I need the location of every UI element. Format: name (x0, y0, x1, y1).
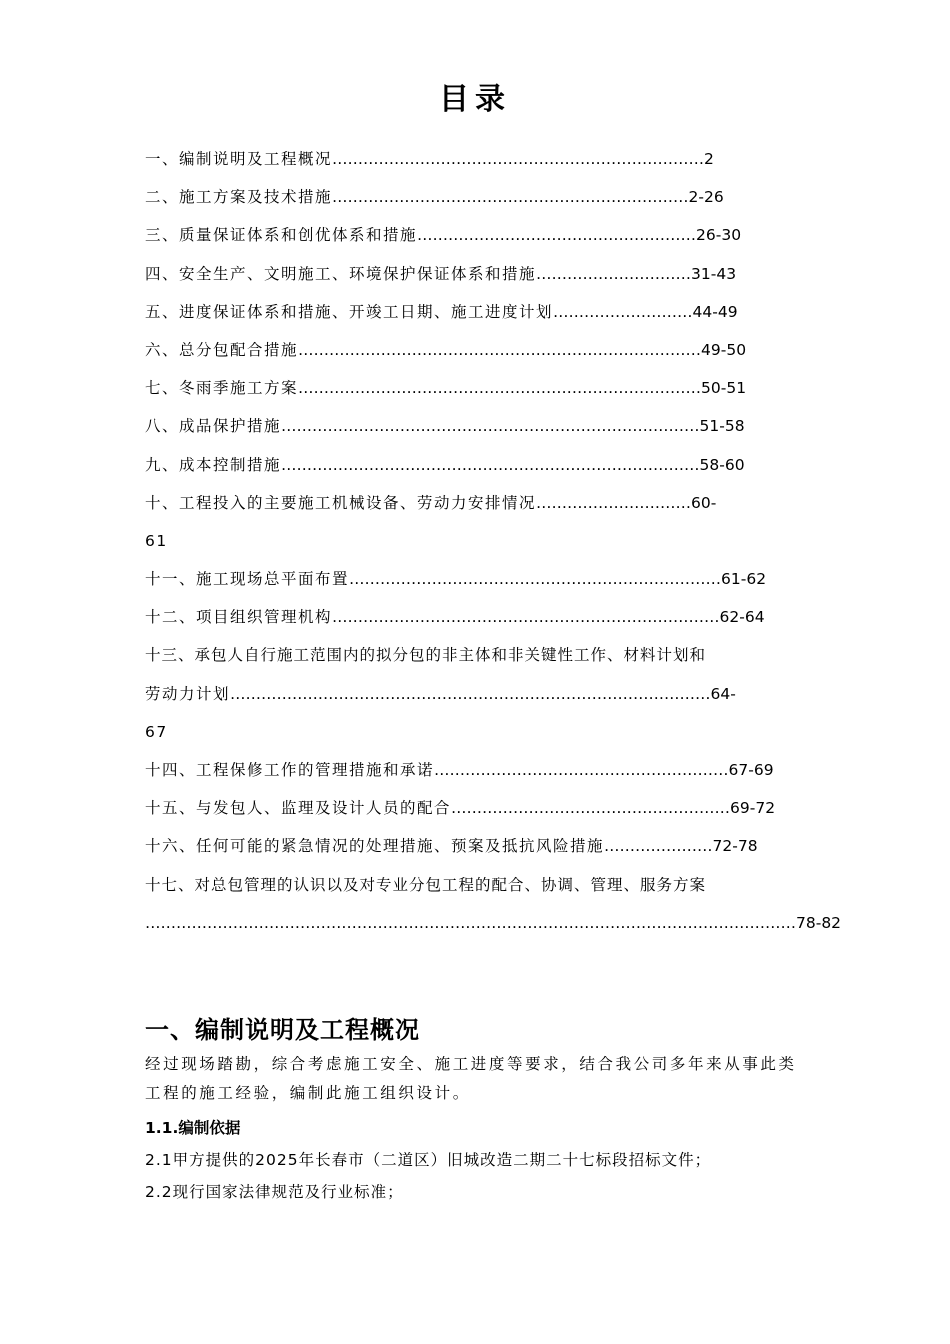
toc-page: 49-50 (701, 340, 747, 359)
toc-entry[interactable] (145, 140, 805, 178)
toc-entry[interactable] (145, 484, 805, 522)
toc-label: 十、工程投入的主要施工机械设备、劳动力安排情况 (145, 493, 537, 512)
toc-entry[interactable] (145, 789, 805, 827)
toc-leader: ……………………………………………… (451, 799, 731, 818)
toc-label: 三、质量保证体系和创优体系和措施 (145, 226, 418, 245)
toc-entry-continuation[interactable] (145, 904, 842, 942)
toc-page: 61-62 (721, 570, 767, 589)
subsection-heading: 1.1.编制依据 (145, 1119, 241, 1137)
toc-label: 二、施工方案及技术措施 (145, 188, 333, 207)
toc-leader: ………………………………………………… (434, 761, 729, 779)
toc-page: 2-26 (688, 188, 724, 207)
toc-leader: …………………………………………………………… (332, 188, 689, 207)
toc-leader: ……………………………………………… (417, 226, 697, 245)
toc-leader: ……………………………………………………………………… (281, 455, 700, 474)
toc-entry[interactable] (145, 255, 805, 293)
toc-page: 51-58 (699, 417, 745, 436)
toc-page: 67-69 (728, 761, 774, 779)
toc-label: 四、安全生产、文明施工、环境保护保证体系和措施 (145, 264, 537, 283)
toc-leader: ……………………………………………………………… (349, 570, 722, 589)
toc-entry[interactable] (145, 560, 805, 598)
toc-page: 31-43 (691, 264, 737, 283)
intro-paragraph: 经过现场踏勘，综合考虑施工安全、施工进度等要求，结合我公司多年来从事此类工程的施工经验，编制此施工组织设计。 (145, 1055, 797, 1102)
toc-label: 67 (145, 722, 168, 741)
toc-leader: ………………………… (536, 493, 692, 512)
toc-entry[interactable] (145, 827, 805, 865)
toc-leader: ………………………………………………………………………………… (230, 684, 711, 703)
toc-label: 十四、工程保修工作的管理措施和承诺 (145, 761, 435, 779)
toc-page: 44-49 (692, 302, 738, 321)
toc-label: 九、成本控制措施 (145, 455, 282, 474)
toc-page: 72-78 (712, 837, 758, 856)
toc-entry[interactable] (145, 369, 805, 407)
toc-label: 劳动力计划 (145, 684, 231, 703)
toc-entry[interactable] (145, 178, 805, 216)
toc-entry[interactable] (145, 446, 805, 484)
toc-entry[interactable] (145, 636, 805, 674)
toc-entry-continuation[interactable] (145, 522, 805, 560)
toc-page: 78-82 (796, 913, 842, 932)
toc-entry-continuation[interactable] (145, 675, 805, 713)
toc-page: 69-72 (730, 799, 776, 818)
toc-page: 60- (691, 493, 717, 512)
toc-page: 26-30 (696, 226, 742, 245)
toc-label: 十六、任何可能的紧急情况的处理措施、预案及抵抗风险措施 (145, 837, 605, 856)
toc-label: 61 (145, 531, 168, 550)
toc-entry[interactable] (145, 751, 805, 789)
toc-entry[interactable] (145, 407, 805, 445)
toc-page: 58-60 (699, 455, 745, 474)
toc-leader: ……………………………………………………………… (332, 150, 705, 168)
toc-label: 十三、承包人自行施工范围内的拟分包的非主体和非关键性工作、材料计划和 (145, 646, 707, 665)
toc-entry-continuation[interactable] (145, 713, 805, 751)
toc-page: 50-51 (701, 379, 747, 398)
section-heading: 一、编制说明及工程概况 (145, 1016, 420, 1044)
toc-page: 2 (704, 150, 714, 168)
toc-leader: ……………………………………………………………………… (281, 417, 700, 436)
toc-leader: ………………………… (536, 264, 692, 283)
toc-label: 十五、与发包人、监理及设计人员的配合 (145, 799, 452, 818)
toc-entry[interactable] (145, 866, 805, 904)
toc-leader: ……………………………………………………………………………………………………………… (145, 913, 796, 932)
toc-entry[interactable] (145, 216, 805, 254)
toc-page: 62-64 (719, 608, 765, 627)
toc-entry[interactable] (145, 331, 805, 369)
basis-item: 2.2现行国家法律规范及行业标准； (145, 1183, 404, 1201)
toc-label: 七、冬雨季施工方案 (145, 379, 299, 398)
toc-label: 五、进度保证体系和措施、开竣工日期、施工进度计划 (145, 302, 554, 321)
toc-label: 十七、对总包管理的认识以及对专业分包工程的配合、协调、管理、服务方案 (145, 875, 707, 894)
toc-leader: …………………………………………………………………… (298, 379, 702, 398)
page-title: 目录 (439, 82, 511, 117)
toc-label: 十一、施工现场总平面布置 (145, 570, 350, 589)
basis-item: 2.1甲方提供的2025年长春市（二道区）旧城改造二期二十七标段招标文件； (145, 1151, 712, 1169)
toc-entry[interactable] (145, 293, 805, 331)
toc-leader: ………………………………………………………………… (332, 608, 720, 627)
toc-page: 64- (710, 684, 736, 703)
toc-label: 六、总分包配合措施 (145, 340, 299, 359)
toc-label: 十二、项目组织管理机构 (145, 608, 333, 627)
toc-label: 八、成品保护措施 (145, 417, 282, 436)
toc-leader: ……………………… (553, 302, 693, 321)
toc-leader: ………………… (604, 837, 713, 856)
table-of-contents (145, 140, 842, 942)
toc-label: 一、编制说明及工程概况 (145, 150, 333, 168)
toc-leader: …………………………………………………………………… (298, 340, 702, 359)
toc-entry[interactable] (145, 598, 805, 636)
